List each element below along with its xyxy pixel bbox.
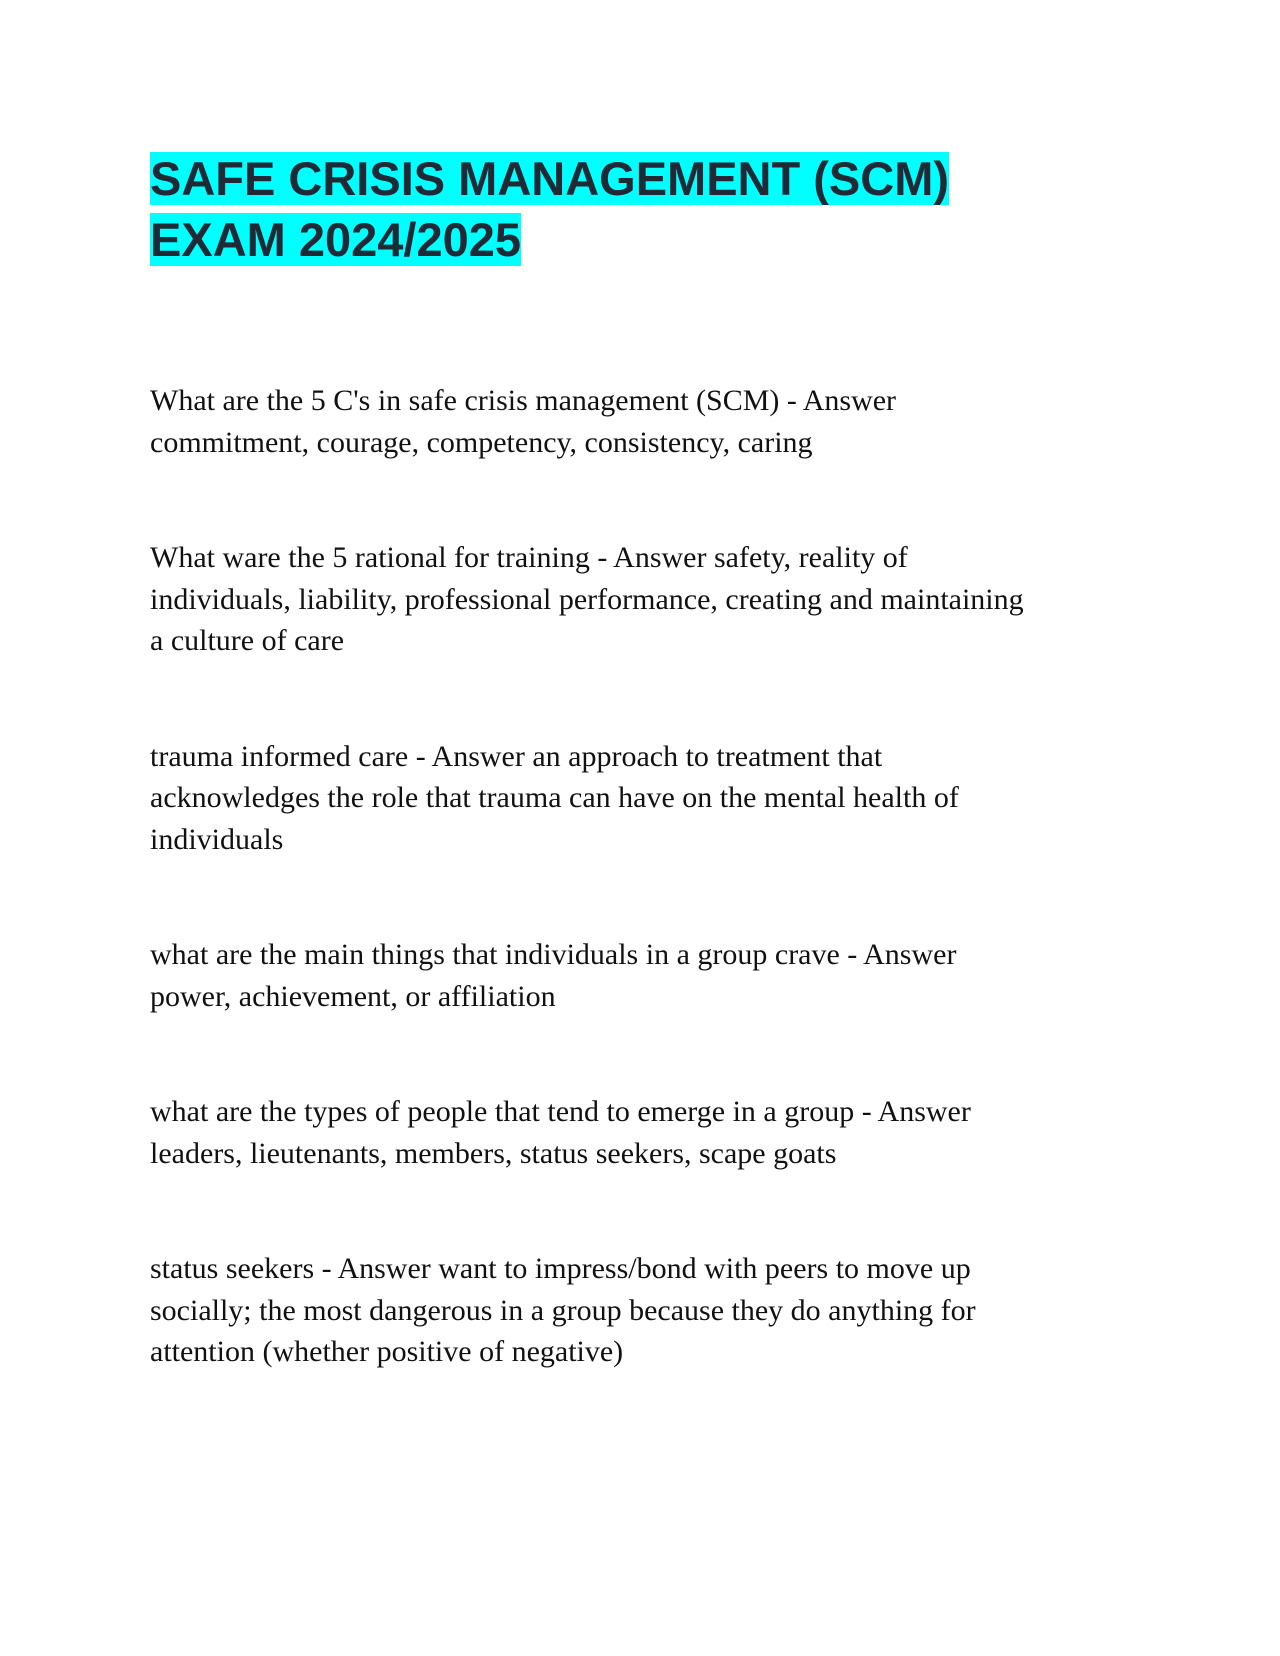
qa-list bbox=[150, 380, 1150, 1373]
qa-line: attention (whether positive of negative) bbox=[150, 1335, 624, 1368]
qa-item-group-crave bbox=[150, 934, 1150, 1017]
qa-line: What ware the 5 rational for training - Answer safety, reality of bbox=[150, 541, 908, 574]
qa-line: individuals bbox=[150, 822, 284, 856]
qa-line: socially; the most dangerous in a group because they do anything for bbox=[150, 1293, 976, 1327]
qa-line: commitment, courage, competency, consistency, caring bbox=[150, 425, 813, 459]
page-title bbox=[150, 148, 1150, 270]
qa-line: leaders, lieutenants, members, status seekers, scape goats bbox=[150, 1136, 837, 1170]
title-line-1: SAFE CRISIS MANAGEMENT (SCM) bbox=[150, 152, 949, 205]
qa-item-rational-for-training bbox=[150, 537, 1150, 662]
qa-line: status seekers - Answer want to impress/bond with peers to move up bbox=[150, 1252, 971, 1285]
qa-line: a culture of care bbox=[150, 624, 345, 657]
qa-item-trauma-informed-care bbox=[150, 736, 1150, 861]
qa-line: What are the 5 C's in safe crisis management (SCM) - Answer bbox=[150, 384, 897, 417]
qa-item-group-types bbox=[150, 1091, 1150, 1174]
qa-line: what are the types of people that tend to emerge in a group - Answer bbox=[150, 1095, 971, 1128]
qa-line: trauma informed care - Answer an approach to treatment that bbox=[150, 739, 883, 773]
title-line-2: EXAM 2024/2025 bbox=[150, 213, 522, 266]
qa-item-5-cs bbox=[150, 380, 1150, 463]
qa-line: acknowledges the role that trauma can have on the mental health of bbox=[150, 781, 959, 814]
qa-line: what are the main things that individuals in a group crave - Answer bbox=[150, 938, 957, 971]
qa-line: individuals, liability, professional performance, creating and maintaining bbox=[150, 582, 1024, 616]
qa-item-status-seekers bbox=[150, 1248, 1150, 1373]
qa-line: power, achievement, or affiliation bbox=[150, 979, 556, 1013]
